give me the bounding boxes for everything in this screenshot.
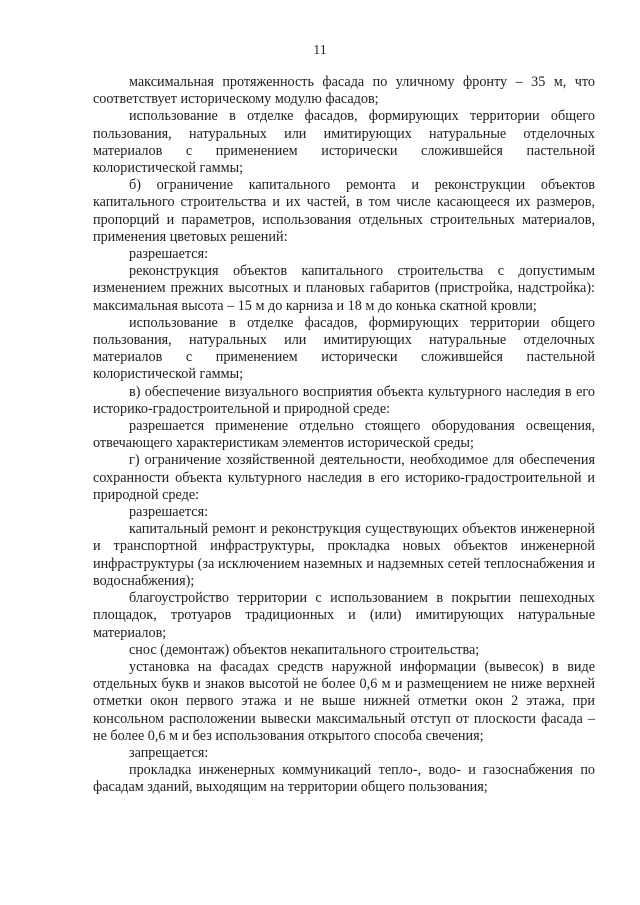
paragraph-permitted-heading-2: разрешается: bbox=[129, 504, 209, 521]
paragraph-item-g: г) ограничение хозяйственной деятельности, необходимое для обеспечения сохранности объекта культурного наследия в его историко-градостроительной и природной среде: bbox=[93, 452, 595, 503]
paragraph-item-b: б) ограничение капитального ремонта и реконструкции объектов капитального строительства и их частей, в том числе касающееся их размеров, пропорций и параметров, использования отдельных строительных материалов, применения цветовых решений: bbox=[93, 177, 595, 245]
paragraph-reconstruction: реконструкция объектов капитального строительства с допустимым изменением прежних высотных и плановых габаритов (пристройка, надстройка): максимальная высота – 15 м до карниза и 18 м до конька скатной кровли; bbox=[93, 263, 595, 314]
paragraph-demolition: снос (демонтаж) объектов некапитального строительства; bbox=[129, 641, 480, 658]
paragraph-utilities: прокладка инженерных коммуникаций тепло-, водо- и газоснабжения по фасадам зданий, выходящим на территории общего пользования; bbox=[93, 762, 595, 796]
paragraph-landscaping: благоустройство территории с использованием в покрытии пешеходных площадок, тротуаров традиционных и (или) имитирующих натуральные материалов; bbox=[93, 590, 595, 641]
paragraph-permitted-heading: разрешается: bbox=[129, 246, 209, 263]
paragraph-facade-finishing-repeat: использование в отделке фасадов, формирующих территории общего пользования, натуральных или имитирующих натуральные отделочных материалов с применением исторически сложившейся пастельной колористической гаммы; bbox=[93, 314, 595, 383]
paragraph-prohibited-heading: запрещается: bbox=[129, 744, 209, 761]
paragraph-facade-length: максимальная протяженность фасада по уличному фронту – 35 м, что соответствует историческому модулю фасадов; bbox=[93, 74, 595, 108]
paragraph-lighting: разрешается применение отдельно стоящего оборудования освещения, отвечающего характеристикам элементов исторической среды; bbox=[93, 418, 595, 452]
paragraph-facade-finishing: использование в отделке фасадов, формирующих территории общего пользования, натуральных или имитирующих натуральные отделочных материалов с применением исторически сложившейся пастельной колористической гаммы; bbox=[93, 108, 595, 177]
document-body bbox=[93, 74, 595, 797]
paragraph-infrastructure: капитальный ремонт и реконструкция существующих объектов инженерной и транспортной инфраструктуры, прокладка новых объектов инженерной инфраструктуры (за исключением наземных и надземных сетей теплоснабжения и водоснабжения); bbox=[93, 521, 595, 589]
paragraph-item-v: в) обеспечение визуального восприятия объекта культурного наследия в его историко-градостроительной и природной среде: bbox=[93, 383, 595, 417]
page-number: 11 bbox=[313, 43, 327, 58]
paragraph-signage: установка на фасадах средств наружной информации (вывесок) в виде отдельных букв и знаков высотой не более 0,6 м и размещением не ниже верхней отметки окон первого этажа и не выше нижней отметки окон 2 этажа, при консольном расположении вывески максимальный отступ от плоскости фасада – не более 0,6 м и без использования открытого способа свечения; bbox=[93, 658, 595, 744]
